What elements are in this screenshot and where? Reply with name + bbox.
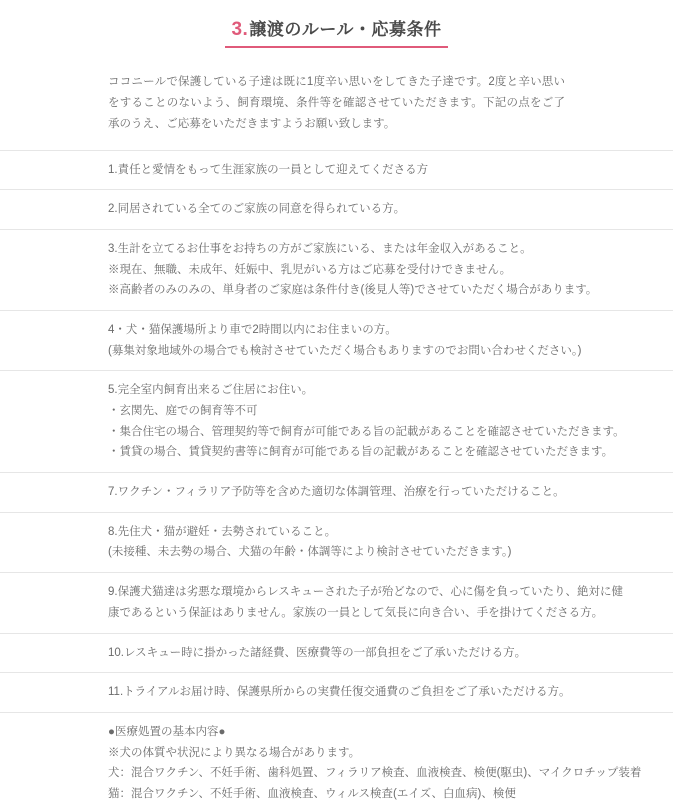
list-item — [0, 472, 673, 512]
rule-line: 5.完全室内飼育出来るご住居にお住い。 — [108, 384, 314, 397]
rule-note: ・集合住宅の場合、管理契約等で飼育が可能である旨の記載があることを確認させていただきます。 — [108, 425, 625, 438]
list-item — [0, 150, 673, 190]
rule-line: 8.先住犬・猫が避妊・去勢されていること。 — [108, 525, 337, 538]
medical-dog-line: 犬：混合ワクチン、不妊手術、歯科処置、フィラリア検査、血液検査、検便(駆虫)、マイクロチップ装着 — [108, 767, 642, 780]
list-item — [0, 370, 673, 472]
rule-line: 2.同居されている全てのご家族の同意を得られている方。 — [108, 203, 406, 216]
rule-note: ・玄関先、庭での飼育等不可 — [108, 405, 258, 418]
intro-text: ココニールで保護している子達は既に1度辛い思いをしてきた子達です。2度と辛い思いをすることのないよう、飼育環境、条件等を確認させていただきます。下記の点をご了承のうえ、ご応募をいただきますようお願い致します。 — [108, 75, 565, 131]
rule-note: ※高齢者のみのみの、単身者のご家庭は条件付き(後見人等)でさせていただく場合があります。 — [108, 284, 598, 297]
rule-note: (募集対象地域外の場合でも検討させていただく場合もありますのでお問い合わせください。) — [108, 344, 582, 357]
page-title-text: 譲渡のルール・応募条件 — [249, 20, 442, 40]
medical-heading: ●医療処置の基本内容● — [108, 725, 226, 738]
rule-note: ・賃貸の場合、賃貸契約書等に飼育が可能である旨の記載があることを確認させていただきます。 — [108, 446, 614, 459]
rule-line: 11.トライアルお届け時、保護県所からの実費任復交通費のご負担をご了承いただける方。 — [108, 686, 571, 699]
page-title-wrapper — [0, 0, 673, 62]
rule-note: 康であるという保証はありません。家族の一員として気長に向き合い、手を掛けてくださる方。 — [108, 606, 604, 619]
list-item — [0, 572, 673, 632]
rules-list — [0, 150, 673, 712]
rule-line: 3.生計を立てるお仕事をお持ちの方がご家族にいる、または年金収入があること。 — [108, 242, 532, 255]
medical-note: ※犬の体質や状況により異なる場合があります。 — [108, 746, 361, 759]
rule-note: ※現在、無職、未成年、妊娠中、乳児がいる方はご応募を受付けできません。 — [108, 263, 512, 276]
list-item — [0, 512, 673, 572]
intro-paragraph — [108, 72, 565, 136]
rule-line: 10.レスキュー時に掛かった諸経費、医療費等の一部負担をご了承いただける方。 — [108, 646, 527, 659]
page-title — [225, 15, 447, 48]
list-item — [0, 229, 673, 310]
rule-line: 1.責任と愛情をもって生涯家族の一員として迎えてくださる方 — [108, 163, 429, 176]
rule-line: 7.ワクチン・フィラリア予防等を含めた適切な体調管理、治療を行っていただけること。 — [108, 486, 565, 499]
list-item — [0, 189, 673, 229]
rule-note: (未接種、未去勢の場合、犬猫の年齢・体調等により検討させていただきます。) — [108, 546, 512, 559]
rule-line: 4・犬・猫保護場所より車で2時間以内にお住まいの方。 — [108, 323, 397, 336]
list-item — [0, 633, 673, 673]
list-item — [0, 310, 673, 370]
list-item — [0, 672, 673, 712]
medical-cat-line: 猫：混合ワクチン、不妊手術、血液検査、ウィルス検査(エイズ、白血病)、検便 — [108, 787, 516, 800]
rule-line: 9.保護犬猫達は劣悪な環境からレスキューされた子が殆どなので、心に傷を負っていたり、絶対に健 — [108, 586, 624, 599]
page-title-number: 3. — [231, 19, 249, 41]
medical-treatment-section — [0, 712, 673, 805]
